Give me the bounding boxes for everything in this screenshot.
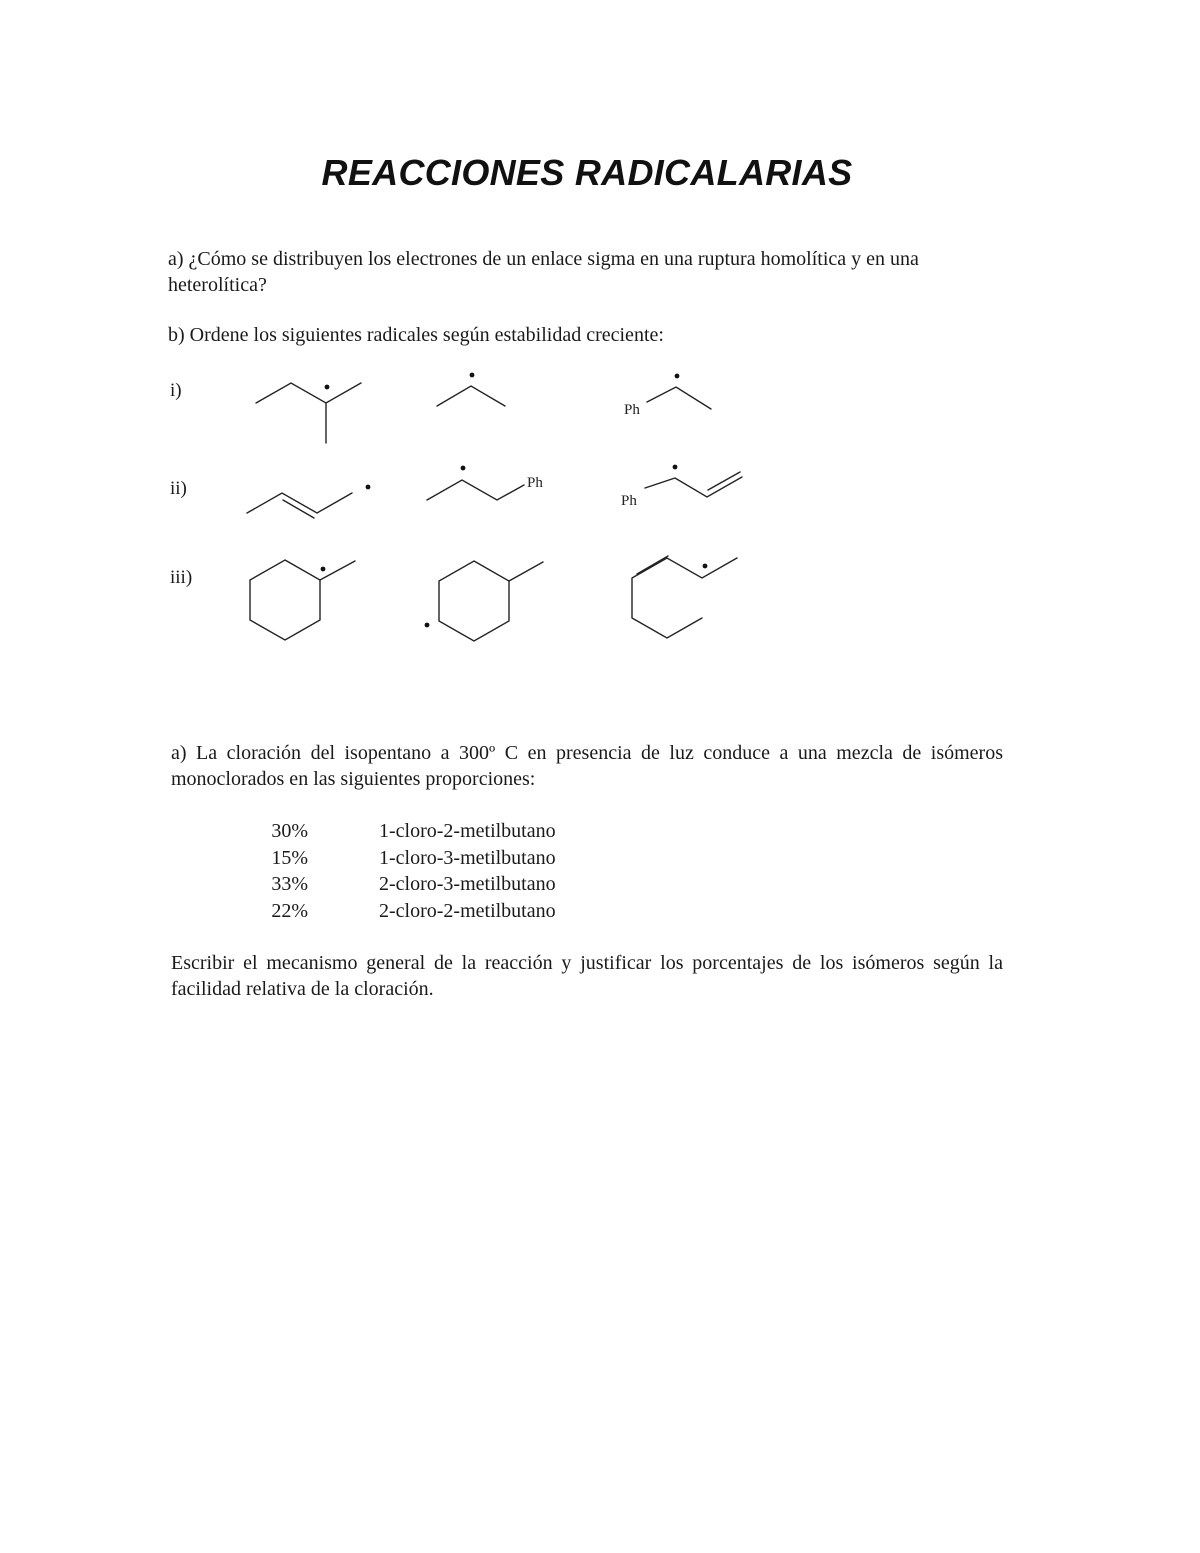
isomer-percent: 22% (271, 899, 308, 922)
question-b: b) Ordene los siguientes radicales según estabilidad creciente: (168, 324, 664, 346)
isomer-name: 2-cloro-3-metilbutano (379, 873, 556, 895)
radical-iii-1 (250, 560, 355, 640)
question-a: a) ¿Cómo se distribuyen los electrones de un enlace sigma en una ruptura homolítica y en una heterolítica? (168, 248, 919, 296)
page-title: REACCIONES RADICALARIAS (321, 152, 853, 193)
radical-iii-2 (439, 561, 543, 641)
radical-i-3 (647, 387, 711, 409)
ph-label-ii-2: Ph (527, 475, 543, 491)
radical-i-2 (437, 386, 505, 406)
isomer-name: 2-cloro-2-metilbutano (379, 899, 556, 922)
radical-ii-3 (645, 472, 742, 497)
ph-label-ii-3: Ph (621, 493, 637, 509)
radical-ii-2 (427, 480, 524, 500)
row-label-ii: ii) (170, 478, 187, 499)
question-mechanism: Escribir el mecanismo general de la reacción y justificar los porcentajes de los isómeros según la facilidad relativa de la cloración. (171, 952, 1003, 1000)
radical-ii-1 (247, 493, 352, 518)
isomer-name: 1-cloro-2-metilbutano (379, 820, 556, 842)
radical-i-1 (256, 383, 361, 443)
isomer-percent: 33% (271, 873, 308, 895)
radical-structures (0, 0, 1200, 700)
row-label-i: i) (170, 380, 182, 401)
question-chlorination: a) La cloración del isopentano a 300º C en presencia de luz conduce a una mezcla de isómeros monoclorados en las siguientes proporciones: (171, 742, 1003, 790)
isomer-percent: 15% (271, 846, 308, 869)
ph-label-i-3: Ph (624, 402, 640, 418)
row-label-iii: iii) (170, 567, 193, 588)
radical-dots (321, 373, 708, 628)
radical-iii-3 (632, 556, 737, 638)
isomer-percent: 30% (271, 820, 308, 842)
isomer-name: 1-cloro-3-metilbutano (379, 846, 556, 869)
